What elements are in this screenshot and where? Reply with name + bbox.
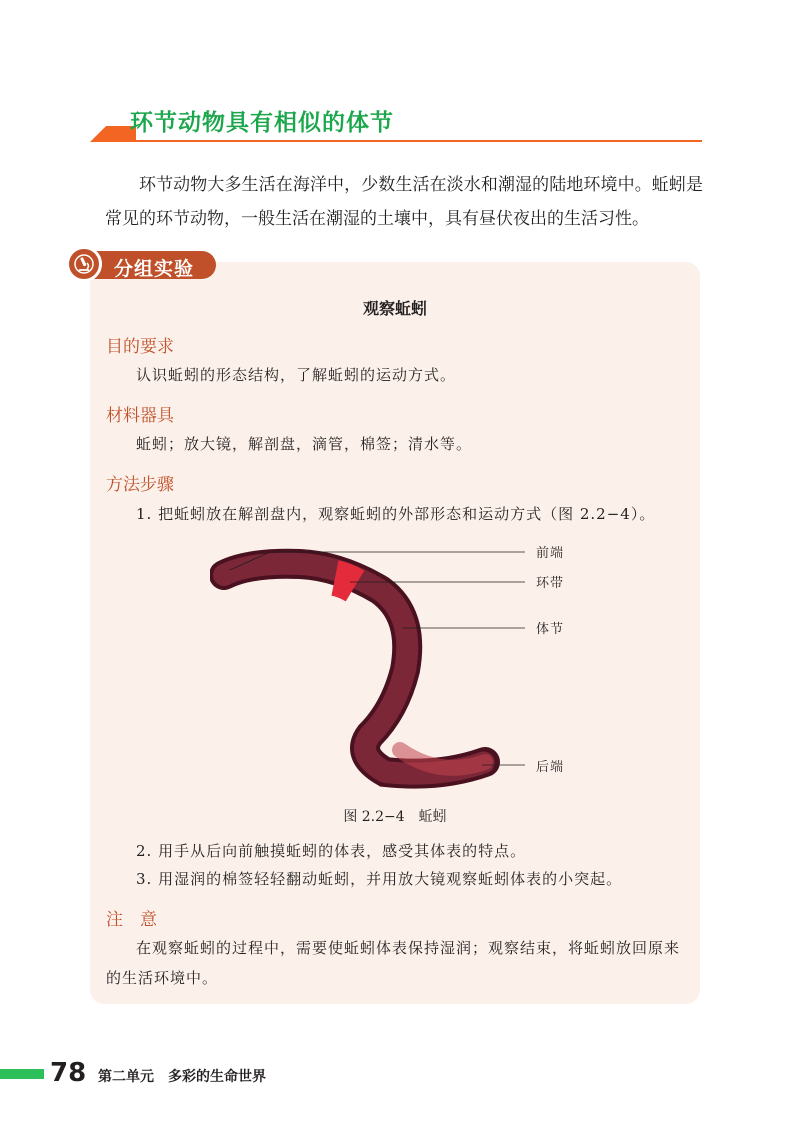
label-segment: 体节 [536,622,565,637]
materials-heading: 材料器具 [106,406,174,426]
figure-caption: 图 2.2−4 蚯蚓 [343,809,447,825]
step-1: 1. 把蚯蚓放在解剖盘内，观察蚯蚓的外部形态和运动方式（图 2.2−4）。 [136,505,656,523]
footer-accent [0,1069,44,1079]
experiment-tag-label: 分组实验 [114,258,195,280]
microscope-icon [66,246,102,282]
experiment-tag [66,246,216,284]
note-text: 在观察蚯蚓的过程中，需要使蚯蚓体表保持湿润；观察结束，将蚯蚓放回原来的生活环境中。 [106,939,681,987]
label-clitellum: 环带 [536,576,565,591]
step-2: 2. 用手从后向前触摸蚯蚓的体表，感受其体表的特点。 [136,842,527,860]
label-rear: 后端 [536,760,565,775]
earthworm-figure [210,540,580,800]
materials-text: 蚯蚓；放大镜，解剖盘，滴管，棉签；清水等。 [136,435,473,453]
section-rule [126,140,702,142]
intro-paragraph: 环节动物大多生活在海洋中，少数生活在淡水和潮湿的陆地环境中。蚯蚓是常见的环节动物，一般生活在潮湿的土壤中，具有昼伏夜出的生活习性。 [105,175,703,229]
method-heading: 方法步骤 [106,475,174,495]
experiment-title: 观察蚯蚓 [362,299,427,318]
step-3: 3. 用湿润的棉签轻轻翻动蚯蚓，并用放大镜观察蚯蚓体表的小突起。 [136,870,623,888]
footer-unit: 第二单元 多彩的生命世界 [98,1069,266,1085]
purpose-heading: 目的要求 [106,337,174,357]
purpose-text: 认识蚯蚓的形态结构，了解蚯蚓的运动方式。 [136,366,457,384]
section-title: 环节动物具有相似的体节 [130,110,394,136]
label-front: 前端 [536,546,565,561]
earthworm-body [224,564,485,774]
page-number: 78 [50,1058,87,1088]
note-heading: 注 意 [106,910,157,930]
section-header [90,100,702,146]
